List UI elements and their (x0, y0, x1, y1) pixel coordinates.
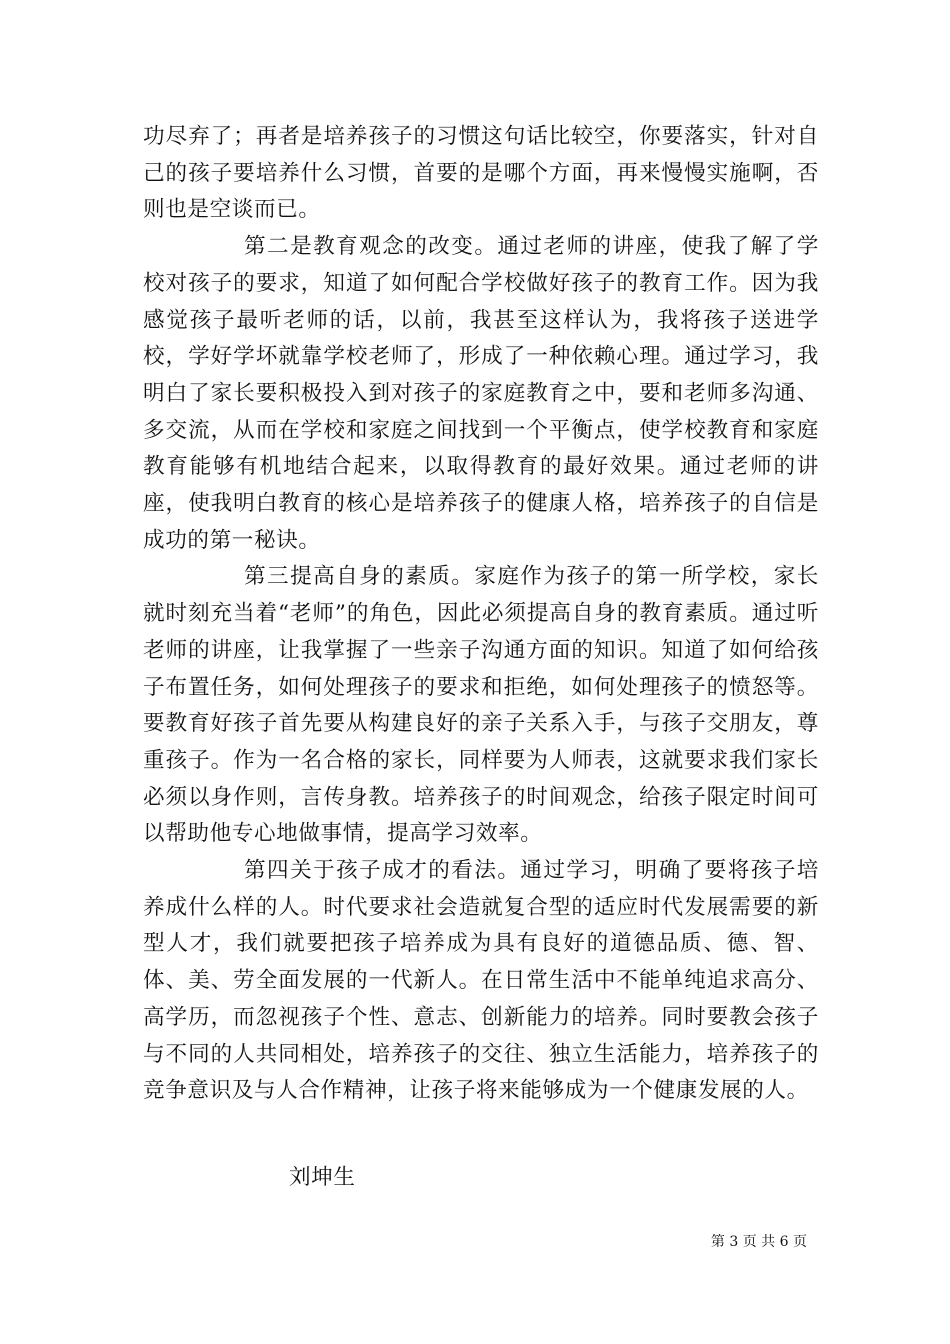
page-number-footer: 第 3 页 共 6 页 (710, 1234, 807, 1250)
paragraph-self-quality: 第三提高自身的素质。家庭作为孩子的第一所学校，家长就时刻充当着“老师”的角色，因此必须提高自身的教育素质。通过听老师的讲座，让我掌握了一些亲子沟通方面的知识。知道了如何给孩子布置任务，如何处理孩子的要求和拒绝，如何处理孩子的愤怒等。要教育好孩子首先要从构建良好的亲子关系入手，与孩子交朋友，尊重孩子。作为一名合格的家长，同样要为人师表，这就要求我们家长必须以身作则，言传身教。培养孩子的时间观念，给孩子限定时间可以帮助他专心地做事情，提高学习效率。 (143, 564, 819, 847)
author-signature: 刘坤生 (289, 1165, 356, 1190)
paragraph-education-concept: 第二是教育观念的改变。通过老师的讲座，使我了解了学校对孩子的要求，知道了如何配合学校做好孩子的教育工作。因为我感觉孩子最听老师的话，以前，我甚至这样认为，我将孩子送进学校，学好学坏就靠学校老师了，形成了一种依赖心理。通过学习，我明白了家长要积极投入到对孩子的家庭教育之中，要和老师多沟通、多交流，从而在学校和家庭之间找到一个平衡点，使学校教育和家庭教育能够有机地结合起来，以取得教育的最好效果。通过老师的讲座，使我明白教育的核心是培养孩子的健康人格，培养孩子的自信是成功的第一秘诀。 (143, 234, 819, 553)
paragraph-continuation: 功尽弃了；再者是培养孩子的习惯这句话比较空，你要落实，针对自己的孩子要培养什么习惯，首要的是哪个方面，再来慢慢实施啊，否则也是空谈而已。 (143, 124, 819, 223)
paragraph-child-success: 第四关于孩子成才的看法。通过学习，明确了要将孩子培养成什么样的人。时代要求社会造就复合型的适应时代发展需要的新型人才，我们就要把孩子培养成为具有良好的道德品质、德、智、体、美、劳全面发展的一代新人。在日常生活中不能单纯追求高分、高学历，而忽视孩子个性、意志、创新能力的培养。同时要教会孩子与不同的人共同相处，培养孩子的交往、独立生活能力，培养孩子的竞争意识及与人合作精神，让孩子将来能够成为一个健康发展的人。 (143, 858, 819, 1104)
document-body (143, 119, 819, 1110)
